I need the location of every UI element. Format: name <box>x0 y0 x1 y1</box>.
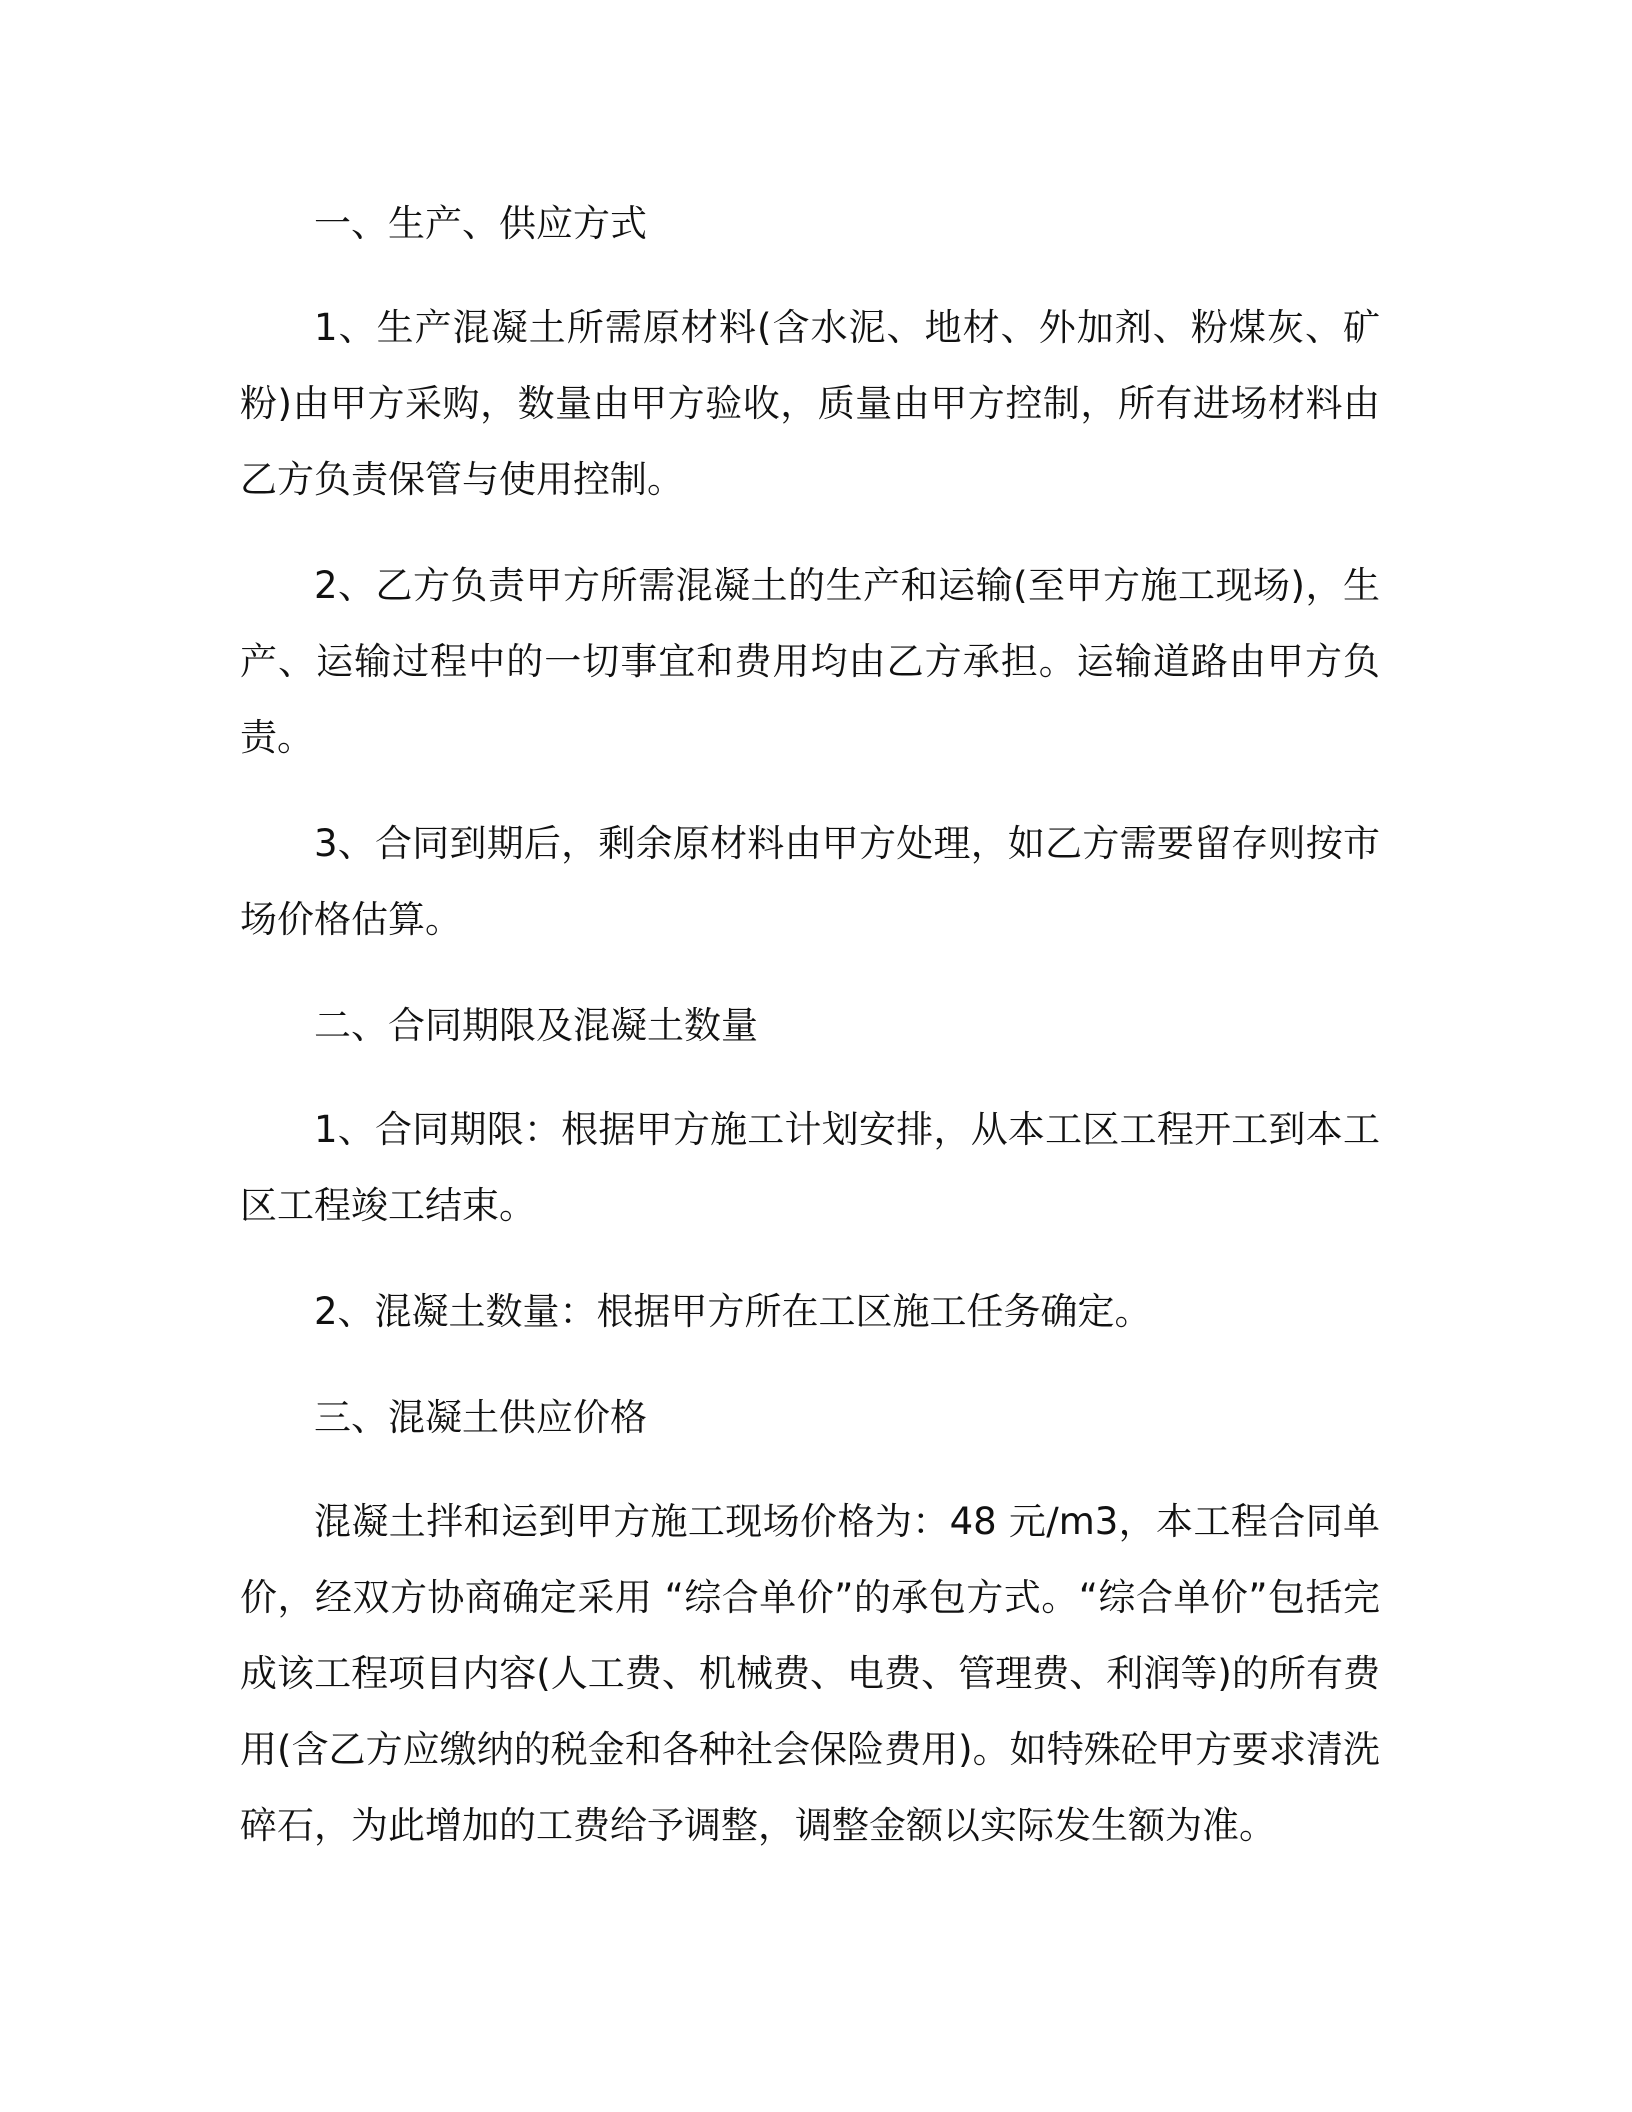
section-1-paragraph-2: 2、乙方负责甲方所需混凝土的生产和运输(至甲方施工现场)，生产、运输过程中的一切事宜和费用均由乙方承担。运输道路由甲方负责。 <box>240 564 1380 759</box>
section-heading-3: 三、混凝土供应价格 <box>314 1396 647 1439</box>
section-1-paragraph-1: 1、生产混凝土所需原材料(含水泥、地材、外加剂、粉煤灰、矿粉)由甲方采购，数量由甲方验收，质量由甲方控制，所有进场材料由乙方负责保管与使用控制。 <box>240 306 1380 501</box>
document-body <box>240 186 1380 1864</box>
section-2-paragraph-1: 1、合同期限：根据甲方施工计划安排，从本工区工程开工到本工区工程竣工结束。 <box>240 1108 1380 1227</box>
section-1-paragraph-3: 3、合同到期后，剩余原材料由甲方处理，如乙方需要留存则按市场价格估算。 <box>240 822 1380 941</box>
section-2-paragraph-2: 2、混凝土数量：根据甲方所在工区施工任务确定。 <box>314 1290 1152 1333</box>
section-heading-2: 二、合同期限及混凝土数量 <box>314 1004 758 1047</box>
section-3-paragraph-1: 混凝土拌和运到甲方施工现场价格为：48 元/m3，本工程合同单价，经双方协商确定采用 “综合单价”的承包方式。“综合单价”包括完成该工程项目内容(人工费、机械费、电费、管理费、利润等)的所有费用(含乙方应缴纳的税金和各种社会保险费用)。如特殊砼甲方要求清洗碎石，为此增加的工费给予调整，调整金额以实际发生额为准。 <box>240 1500 1380 1847</box>
section-heading-1: 一、生产、供应方式 <box>314 202 647 245</box>
